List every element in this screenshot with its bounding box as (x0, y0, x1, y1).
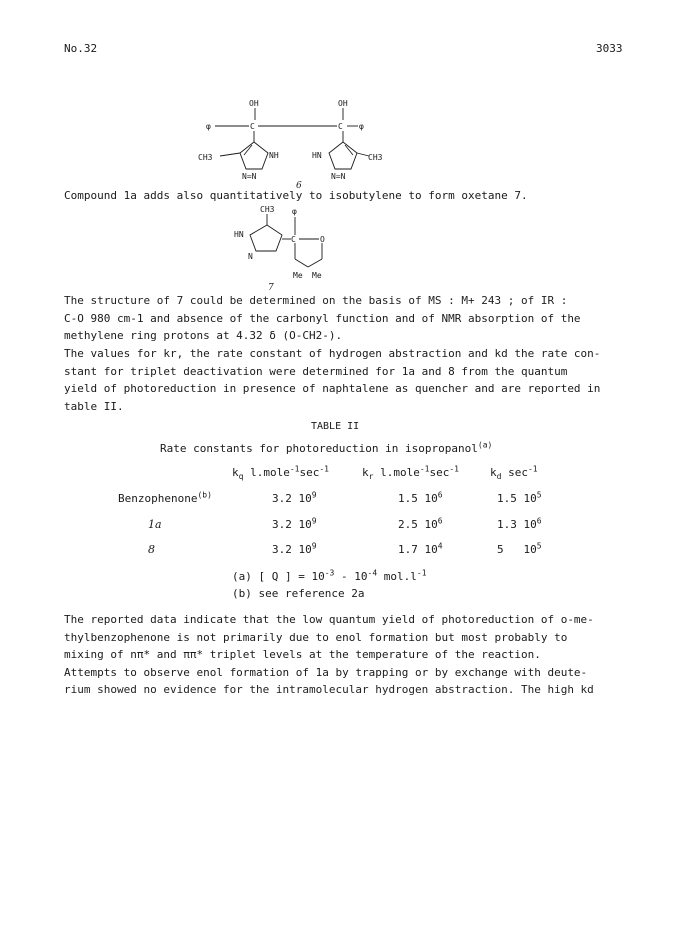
para3-line1: The reported data indicate that the low quantum yield of photoreduction of o-me- (64, 613, 594, 626)
s7-hn: HN (234, 230, 244, 239)
cell-r1-kr: 1.5 $10^6$ (398, 490, 443, 505)
para2-line3: yield of photoreduction in presence of naphtalene as quencher and are reported in (64, 382, 601, 395)
s6-phenyl-right: φ (359, 122, 364, 131)
para1-line2: C-O 980 cm-1 and absence of the carbonyl function and of NMR absorption of the (64, 311, 581, 325)
cell-r1-kd: 1.5 $10^5$ (497, 490, 542, 505)
para2-line2: stant for triplet deactivation were determined for 1a and 8 from the quantum (64, 364, 568, 378)
s7-ch3: CH3 (260, 205, 275, 214)
cell-r1-kq: 3.2 $10^9$ (272, 490, 317, 505)
s6-hn-right: HN (312, 151, 322, 160)
s7-n: N (248, 252, 253, 261)
journal-number: No.32 (64, 42, 98, 55)
para3-line4: Attempts to observe enol formation of 1a by trapping or by exchange with deute- (64, 665, 588, 679)
para3-line2: thylbenzophenone is not primarily due to enol formation but most probably to (64, 630, 568, 644)
s6-carbon-right: C (338, 122, 343, 131)
cell-r3-kd: 5 $10^5$ (497, 541, 542, 556)
s6-carbon-left: C (250, 122, 255, 131)
paragraph-discussion (64, 611, 624, 696)
s6-oh-left: OH (249, 99, 259, 108)
s7-me-left: Me (293, 271, 303, 280)
s6-nn-left: N=N (242, 172, 257, 181)
s7-label: 7 (268, 283, 274, 293)
para3-line5: rium showed no evidence for the intramolecular hydrogen abstraction. The high kd (64, 683, 594, 696)
s7-phenyl: φ (292, 207, 297, 216)
s6-oh-right: OH (338, 99, 348, 108)
s7-me-right: Me (312, 271, 322, 280)
row-name-1a: 1a (148, 518, 162, 531)
s7-carbon: C (291, 235, 296, 244)
s6-nn-right: N=N (331, 172, 346, 181)
row-name-benzophenone: Benzophenone$^{(b)}$ (118, 490, 212, 505)
cell-r2-kq: 3.2 $10^9$ (272, 516, 317, 531)
page-number: 3033 (596, 42, 623, 55)
table-title: TABLE II (311, 421, 360, 432)
para1-line3: methylene ring protons at 4.32 δ (O-CH2-). (64, 329, 343, 342)
cell-r2-kr: 2.5 $10^6$ (398, 516, 443, 531)
col-header-kr: $k_r$ $l.mole^{-1}\sec^{-1}$ (362, 464, 459, 482)
footnote-b: (b) see reference 2a (232, 587, 365, 600)
paragraph-rate-constants (64, 345, 624, 415)
table-caption: Rate constants for photoreduction in isopropanol$^{(a)}$ (160, 440, 493, 455)
col-header-kq: $k_q$ $l.mole^{-1}\sec^{-1}$ (232, 464, 329, 482)
structure-7-diagram (232, 203, 352, 295)
oxetane-line: Compound 1a adds also quantitatively to isobutylene to form oxetane 7. (64, 189, 528, 202)
row-name-8: 8 (148, 543, 155, 556)
s6-nh-left: NH (269, 151, 279, 160)
para2-line1: The values for kr, the rate constant of hydrogen abstraction and kd the rate con- (64, 347, 601, 360)
col-header-kd: $k_d$ $\sec^{-1}$ (490, 464, 538, 482)
para2-line4: table II. (64, 399, 124, 413)
s6-ch3-right: CH3 (368, 153, 383, 162)
cell-r2-kd: 1.3 $10^6$ (497, 516, 542, 531)
s6-ch3-left: CH3 (198, 153, 213, 162)
s6-phenyl-left: φ (206, 122, 211, 131)
cell-r3-kq: 3.2 $10^9$ (272, 541, 317, 556)
para3-line3: mixing of nπ* and ππ* triplet levels at the temperature of the reaction. (64, 648, 541, 661)
s6-label: 6 (296, 181, 302, 191)
cell-r3-kr: 1.7 $10^4$ (398, 541, 443, 556)
structure-6-diagram (190, 98, 383, 191)
paragraph-structure (64, 292, 624, 345)
para1-line1: The structure of 7 could be determined on the basis of MS : M+ 243 ; of IR : (64, 294, 568, 307)
s7-oxygen: O (320, 235, 325, 244)
footnote-a: (a) [ Q ] = $10^{-3} - 10^{-4}$ $mol.l^{-1}$ (232, 568, 427, 583)
